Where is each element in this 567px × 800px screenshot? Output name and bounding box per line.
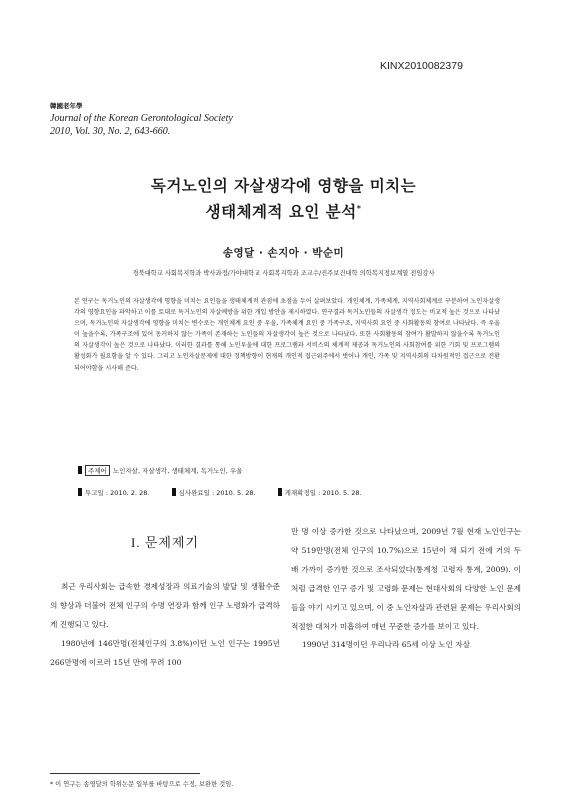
- journal-header: [50, 112, 233, 138]
- date-label: 투고일: [85, 489, 104, 497]
- body-paragraph: 1980년에 146만명(전체인구의 3.8%)이던 노인 인구는 1995년 266만명에 이르러 15년 만에 무려 100: [50, 638, 280, 667]
- submission-dates: [78, 488, 382, 497]
- date-value: 2010. 2. 28.: [110, 489, 150, 497]
- keywords-bullet-icon: [78, 466, 82, 474]
- body-paragraph: 최근 우리사회는 급속한 경제성장과 의료기술의 발달 및 생활수준의 향상과 더불어 전체 인구의 수명 연장과 함께 인구 노령화가 급격하게 진행되고 있다.: [50, 582, 280, 629]
- title-footnote-marker: *: [356, 202, 362, 213]
- date-value: 2010. 5. 28.: [216, 489, 256, 497]
- date-reviewed: 심사완료일 : 2010. 5. 28.: [172, 489, 256, 497]
- date-bullet-icon: [172, 488, 176, 496]
- date-accepted: 게재확정일 : 2010. 5. 28.: [278, 489, 362, 497]
- document-id: KINX2010082379: [380, 60, 463, 72]
- footnote-divider: [50, 773, 200, 774]
- authors: 송영달 · 손지아 · 박순미: [222, 247, 345, 259]
- date-label: 게재확정일: [284, 489, 317, 497]
- date-label: 심사완료일: [178, 489, 210, 497]
- body-right-column: [291, 523, 521, 655]
- abstract-paragraph: 본 연구는 독거노인의 자살생각에 영향을 미치는 요인들을 생태체계적 관점에 초점을 두어 살펴보았다. 개인체계, 가족체계, 지역사회체계로 구분하여 노인자살생각의 영향요인을 파악하고 이를 토대로 독거노인의 자살예방을 위한 개입 방안을 제시하였다. 연구결과 독거노인들의 자살생각 정도는 비교적 높은 것으로 나타났으며, 독거노인의 자살생각에 영향을 미치는 변수로는 개인체계 요인 중 우울, 가족체계 요인 중 가족구조, 지역사회 요인 중 사회활동의 참여로 나타났다. 즉 우울이 높을수록, 가족구조에 있어 동거하지 않는 가족이 존재하는 노인들의 자살생각이 높은 것으로 나타났다. 또한 사회활동의 참여가 활발하지 않을수록 독거노인의 자살생각이 높은 것으로 나타났다. 이러한 결과를 통해 노인우울에 대한 프로그램과 서비스의 체계적 제공과 독거노인의 사회참여를 위한 기회 및 프로그램의 활성화가 필요함을 알 수 있다. 그리고 노인자살문제에 대한 정책방향이 현재의 개인적 접근위주에서 벗어나 개인, 가족 및 지역사회의 다차원적인 접근으로 전환되어야함을 시사해 준다.: [74, 298, 500, 372]
- body-paragraph: 만 명 이상 증가한 것으로 나타났으며, 2009년 7월 현재 노인인구는 약 519만명(전체 인구의 10.7%)으로 15년이 채 되기 전에 거의 두 배 가까이 증가한 것으로 조사되었다(통계청 고령자 통계, 2009). 이처럼 급격한 인구 증가 및 고령화 문제는 현대사회의 다양한 노인 문제들을 야기 시키고 있으며, 이 중 노인자살과 관련된 문제는 우리사회의 적절한 대처가 미흡하여 매년 꾸준한 증가를 보이고 있다.: [291, 527, 521, 631]
- date-bullet-icon: [278, 488, 282, 496]
- affiliation: 경북대학교 사회복지학과 박사과정/가야대학교 사회복지학과 조교수/진주보건대학 의학복지정보계열 전임강사: [132, 270, 435, 277]
- keywords-line: [78, 465, 242, 476]
- date-value: 2010. 5. 28.: [322, 489, 362, 497]
- footnote: * 이 연구는 송영달의 학위논문 일부를 바탕으로 수정, 보완한 것임.: [50, 781, 234, 788]
- journal-korean-name: 韓國老年學: [50, 102, 83, 110]
- date-submitted: 투고일 : 2010. 2. 28.: [78, 489, 149, 497]
- abstract: [66, 296, 500, 374]
- journal-citation: 2010, Vol. 30, No. 2, 643-660.: [50, 126, 171, 137]
- paper-title-line2-text: 생태체계적 요인 분석: [205, 202, 357, 221]
- keywords-label: 주제어: [85, 465, 110, 476]
- body-left-column: [50, 578, 280, 673]
- paper-title-line2: [0, 200, 567, 222]
- paper-title-line1: 독거노인의 자살생각에 영향을 미치는: [150, 176, 417, 195]
- keywords-text: 노인자살, 자살생각, 생태체계, 독거노인, 우울: [112, 467, 243, 475]
- section-heading: I. 문제제기: [130, 535, 200, 550]
- journal-english-name: Journal of the Korean Gerontological Society: [50, 113, 233, 124]
- body-paragraph: 1990년 314명이던 우리나라 65세 이상 노인 자살: [302, 640, 470, 650]
- date-bullet-icon: [78, 488, 82, 496]
